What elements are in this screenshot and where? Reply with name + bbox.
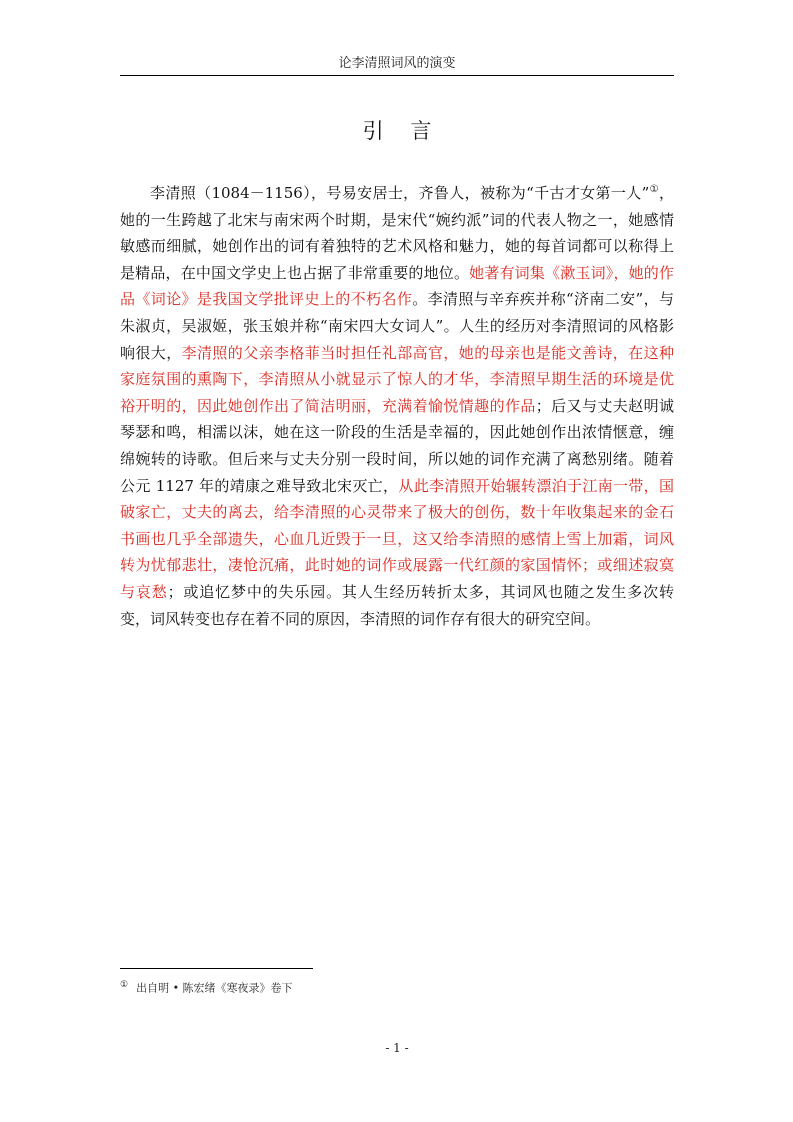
- footnote-separator: [120, 968, 313, 969]
- header-rule: [120, 75, 674, 76]
- body-paragraph: [120, 180, 674, 632]
- body-text-segment: ；或追忆梦中的失乐园。其人生经历转折太多，其词风也随之发生多次转变，词风转变也存在着不同的原因，李清照的词作存有很大的研究空间。: [120, 582, 674, 628]
- body-text-segment: 李清照（1084－1156），号易安居士，齐鲁人，被称为“千古才女第一人”: [150, 184, 650, 202]
- running-header: 论李清照词风的演变: [338, 56, 456, 71]
- footnote-marker: ①: [120, 980, 129, 990]
- body-text-segment: 。李清照与辛弃疾并称“济南二安”，与朱淑贞，吴淑姬，张玉娘并称“南宋四大女词人”。人生的经历对李清照词的风格影响很大，: [120, 290, 674, 362]
- footnote-reference[interactable]: ①: [649, 184, 659, 195]
- footnote-text: 出自明 • 陈宏绪《寒夜录》卷下: [136, 981, 293, 995]
- body-text-segment: ；后又与丈夫赵明诚琴瑟和鸣，相濡以沫，她在这一阶段的生活是幸福的，因此她创作出浓情惬意，缠绵婉转的诗歌。但后来与丈夫分别一段时间，所以她的词作充满了离愁别绪。随着公元 1127 年的靖康之难导致北宋灭亡，: [120, 396, 674, 495]
- page-number: - 1 -: [385, 1041, 409, 1055]
- section-title: 引 言: [362, 119, 442, 143]
- footnote: [120, 978, 674, 996]
- body-text-segment: ，她的一生跨越了北宋与南宋两个时期，是宋代“婉约派”词的代表人物之一，她感情敏感而细腻，她创作出的词有着独特的艺术风格和魅力，她的每首词都可以称得上是精品，在中国文学史上也占据了非常重要的地位。: [120, 184, 674, 282]
- highlighted-text: 李清照的父亲李格菲当时担任礼部高官，她的母亲也是能文善诗，在这种家庭氛围的熏陶下，李清照从小就显示了惊人的才华，李清照早期生活的环境是优裕开明的，因此她创作出了简洁明丽，充满着愉悦情趣的作品: [120, 343, 674, 415]
- highlighted-text: 从此李清照开始辗转漂泊于江南一带，国破家亡，丈夫的离去，给李清照的心灵带来了极大的创伤，数十年收集起来的金石书画也几乎全部遗失，心血几近毁于一旦，这又给李清照的感情上雪上加霜，词风转为忧郁悲壮，凄怆沉痛，此时她的词作或展露一代红颜的家国情怀；或细述寂寞与哀愁: [120, 476, 674, 601]
- highlighted-text: 她著有词集《漱玉词》，她的作品《词论》是我国文学批评史上的不朽名作: [120, 263, 674, 309]
